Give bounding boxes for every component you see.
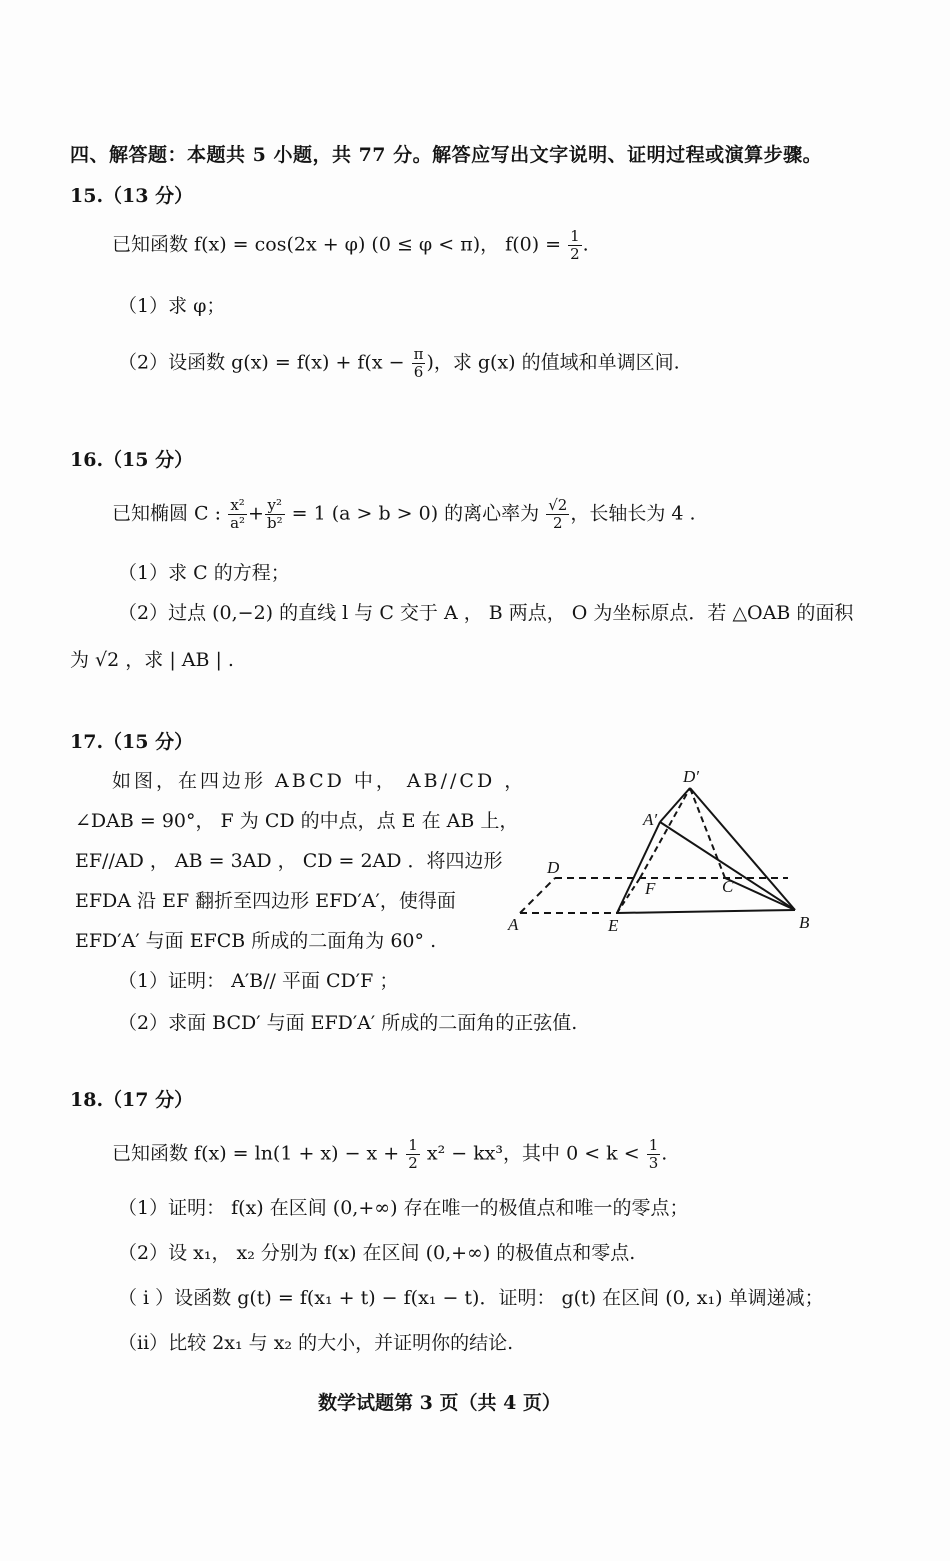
question-15-stem bbox=[112, 228, 589, 263]
question-17-text-line-3: EF//AD ， AB = 3AD ， CD = 2AD ．将四边形 bbox=[75, 850, 503, 872]
label-C: C bbox=[722, 877, 734, 896]
q15-stem-text: 已知函数 f(x) = cos(2x + φ) (0 ≤ φ < π)， f(0) = bbox=[112, 233, 562, 256]
label-A: A bbox=[508, 915, 519, 934]
edge-EB bbox=[617, 910, 795, 913]
q16-stem-post: ，长轴长为 4 . bbox=[570, 502, 696, 525]
q15-p2-post: )，求 g(x) 的值域和单调区间. bbox=[426, 351, 680, 374]
question-18-number: 18.（17 分） bbox=[70, 1089, 194, 1111]
q18-stem-text: 已知函数 f(x) = ln(1 + x) − x + bbox=[112, 1142, 400, 1165]
q18-frac-half bbox=[406, 1137, 420, 1172]
question-16-stem bbox=[112, 497, 696, 532]
question-18-part-1: （1）证明： f(x) 在区间 (0,+∞) 存在唯一的极值点和唯一的零点； bbox=[118, 1197, 689, 1219]
edge-ApB bbox=[660, 822, 795, 910]
label-B: B bbox=[799, 913, 810, 932]
q15-p2-fraction bbox=[412, 346, 426, 381]
q15-frac-num: 1 bbox=[570, 227, 580, 245]
question-18-part-2: （2）设 x₁， x₂ 分别为 f(x) 在区间 (0,+∞) 的极值点和零点. bbox=[118, 1242, 636, 1264]
edge-CDp bbox=[690, 788, 725, 878]
q15-stem-post: . bbox=[582, 233, 589, 256]
q16-frac2-den: b² bbox=[266, 514, 283, 532]
q16-stem-mid: = 1 (a > b > 0) 的离心率为 bbox=[291, 502, 540, 525]
q18-frac-third bbox=[647, 1137, 661, 1172]
question-16-number: 16.（15 分） bbox=[70, 449, 194, 471]
question-16-part-2-line-2: 为 √2 ，求 | AB | . bbox=[70, 649, 234, 671]
question-16-part-2-line-1: （2）过点 (0,−2) 的直线 l 与 C 交于 A ， B 两点， O 为坐标原点．若 △OAB 的面积 bbox=[118, 602, 854, 624]
q15-stem-fraction bbox=[568, 228, 582, 263]
edge-EAp bbox=[617, 822, 660, 913]
q16-frac-y bbox=[265, 497, 285, 532]
question-16-part-1: （1）求 C 的方程； bbox=[118, 562, 290, 584]
q15-p2-text: （2）设函数 g(x) = f(x) + f(x − bbox=[118, 351, 405, 374]
q16-frac1-den: a² bbox=[230, 514, 246, 532]
label-E: E bbox=[608, 916, 619, 935]
edge-DpB bbox=[690, 788, 795, 910]
edge-CB bbox=[725, 878, 795, 910]
question-17-number: 17.（15 分） bbox=[70, 731, 194, 753]
q15-frac-den: 2 bbox=[570, 245, 580, 263]
question-18-stem bbox=[112, 1137, 667, 1172]
q16-stem-text: 已知椭圆 C : bbox=[112, 502, 222, 525]
q15-p2-frac-num: π bbox=[413, 345, 424, 363]
q18-frac2-num: 1 bbox=[648, 1136, 659, 1154]
q16-plus: + bbox=[248, 502, 264, 525]
question-17-text-line-2: ∠DAB = 90°， F 为 CD 的中点，点 E 在 AB 上， bbox=[75, 810, 519, 832]
q16-frac1-num: x² bbox=[228, 497, 247, 515]
q16-frac-e bbox=[546, 497, 569, 532]
question-15-part-1: （1）求 φ； bbox=[118, 295, 226, 317]
q16-frac3-num: √2 bbox=[548, 496, 568, 514]
question-15-part-2 bbox=[118, 346, 680, 381]
page-footer: 数学试题第 3 页（共 4 页） bbox=[318, 1392, 561, 1414]
q15-p2-frac-den: 6 bbox=[413, 363, 424, 381]
edge-FDp bbox=[640, 788, 690, 878]
q18-frac2-den: 3 bbox=[648, 1154, 659, 1172]
q16-frac-x bbox=[228, 497, 247, 532]
q18-frac1-num: 1 bbox=[408, 1136, 418, 1154]
section-heading: 四、解答题：本题共 5 小题，共 77 分。解答应写出文字说明、证明过程或演算步骤。 bbox=[70, 144, 823, 166]
label-A-prime: A′ bbox=[643, 810, 658, 829]
question-18-part-2-ii: （ii）比较 2x₁ 与 x₂ 的大小，并证明你的结论. bbox=[118, 1332, 514, 1354]
edge-AD bbox=[520, 878, 555, 913]
question-17-text-line-1: 如图，在四边形 ABCD 中， AB//CD ， bbox=[112, 770, 527, 792]
q18-stem-mid: x² − kx³，其中 0 < k < bbox=[426, 1142, 640, 1165]
q18-frac1-den: 2 bbox=[408, 1154, 418, 1172]
q18-stem-post: . bbox=[661, 1142, 668, 1165]
label-D: D bbox=[547, 858, 560, 877]
question-17-figure bbox=[495, 760, 825, 940]
question-15-number: 15.（13 分） bbox=[70, 185, 194, 207]
question-17-text-line-4: EFDA 沿 EF 翻折至四边形 EFD′A′，使得面 bbox=[75, 890, 456, 912]
q16-frac2-num: y² bbox=[265, 497, 285, 515]
q16-frac3-den: 2 bbox=[553, 514, 563, 532]
question-18-part-2-i: （ i ）设函数 g(t) = f(x₁ + t) − f(x₁ − t)．证明： g(t) 在区间 (0, x₁) 单调递减； bbox=[118, 1287, 824, 1309]
label-F: F bbox=[645, 879, 656, 898]
question-17-part-1: （1）证明： A′B// 平面 CD′F ； bbox=[118, 970, 399, 992]
label-D-prime: D′ bbox=[683, 767, 699, 786]
question-17-part-2: （2）求面 BCD′ 与面 EFD′A′ 所成的二面角的正弦值. bbox=[118, 1012, 578, 1034]
question-17-text-line-5: EFD′A′ 与面 EFCB 所成的二面角为 60° . bbox=[75, 930, 437, 952]
